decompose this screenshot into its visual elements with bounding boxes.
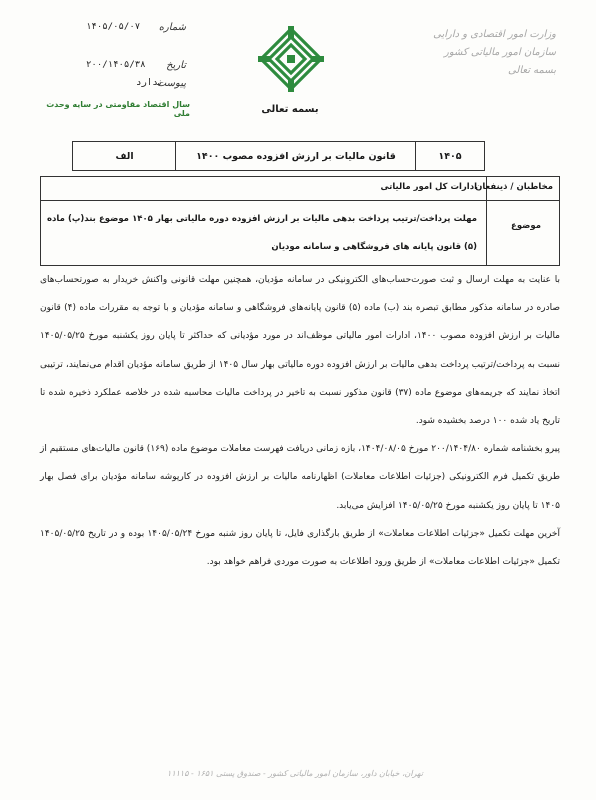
footer-address: تهران، خیابان داور، سازمان امور مالیاتی کشور - صندوق پستی ۱۶۵۱ - ۱۱۱۱۵	[167, 769, 423, 778]
law-title: قانون مالیات بر ارزش افزوده مصوب ۱۴۰۰	[175, 142, 416, 170]
ministry-line: سازمان امور مالیاتی کشور	[444, 47, 556, 58]
attachment-value: ندارد	[136, 78, 164, 88]
subject-label: موضوع	[511, 221, 541, 231]
logo-emblem-icon	[258, 26, 324, 92]
number-row	[40, 22, 210, 38]
date-row	[40, 60, 210, 76]
letter-number-label: شماره	[158, 22, 186, 33]
letter-meta	[40, 22, 210, 102]
circular-year: ۱۴۰۵	[415, 142, 484, 170]
subject-value: مهلت پرداخت/ترتیب پرداخت بدهی مالیات بر ارزش افزوده دوره مالیاتی بهار ۱۴۰۵ موضوع بند(پ) ماده (۵) قانون پایانه های فروشگاهی و سامانه مودیان	[47, 214, 477, 252]
basmala: بسمه تعالی	[261, 104, 319, 115]
addressees-value: ادارات کل امور مالیاتی	[380, 182, 477, 192]
letter-body	[40, 266, 560, 576]
addressees-label: مخاطبان / ذینفعان	[475, 182, 553, 192]
letter-date-label: تاریخ	[166, 60, 186, 71]
letter-date-value: ۲۰۰/۱۴۰۵/۳۸	[86, 60, 146, 70]
attachment-row	[40, 78, 210, 94]
body-paragraph-1: با عنایت به مهلت ارسال و ثبت صورت‌حساب‌های الکترونیکی در سامانه مؤدیان، همچنین مهلت قانونی واکنش خریدار به صورتحساب‌های صادره در سامانه مذکور مطابق تبصره بند (ب) ماده (۵) قانون پایانه‌های فروشگاهی و سامانه مؤدیان و با توجه به مقررات ماده (۴) قانون مالیات بر ارزش افزوده مصوب ۱۴۰۰، ادارات امور مالیاتی موظف‌اند در مورد مؤدیانی که حداکثر تا پایان روز یکشنبه مورخ ۱۴۰۵/۰۵/۲۵ نسبت به پرداخت/ترتیب پرداخت بدهی مالیات بر ارزش افزوده دوره مالیاتی بهار سال ۱۴۰۵ از طریق سامانه مؤدیان اقدام می‌نمایند، ترتیبی اتخاذ نمایند که جریمه‌های موضوع ماده (۳۷) قانون مذکور نسبت به تاخیر در پرداخت مالیات محاسبه شده در خلاصه عملکرد ذخیره شده تا تاریخ یاد شده ۱۰۰ درصد بخشیده شود.	[40, 275, 561, 427]
ministry-line: وزارت امور اقتصادی و دارایی	[433, 29, 556, 40]
attachment-label: پیوست	[156, 78, 186, 89]
body-paragraph-2: پیرو بخشنامه شماره ۲۰۰/۱۴۰۴/۸۰ مورخ ۱۴۰۴/۰۸/۰۵، بازه زمانی دریافت فهرست معاملات موضوع ماده (۱۶۹) قانون مالیات‌های مستقیم از طریق تکمیل فرم الکترونیکی (جزئیات اطلاعات معاملات) اظهارنامه مالیات بر ارزش افزوده در کارپوشه سامانه مؤدیان برای فصل بهار ۱۴۰۵ تا پایان روز یکشنبه مورخ ۱۴۰۵/۰۵/۲۵ افزایش می‌یابد.	[40, 444, 560, 511]
organization-logo	[258, 26, 324, 92]
header-table	[40, 176, 560, 266]
series-letter: الف	[115, 150, 134, 162]
body-paragraph-3: آخرین مهلت تکمیل «جزئیات اطلاعات معاملات» از طریق بارگذاری فایل، تا پایان روز شنبه مورخ ۱۴۰۵/۰۵/۲۴ بوده و در تاریخ ۱۴۰۵/۰۵/۲۵ تکمیل «جزئیات اطلاعات معاملات» از طریق ورود اطلاعات به صورت موردی فراهم خواهد بود.	[40, 528, 560, 568]
title-box	[72, 141, 485, 171]
letter-number-value: ۱۴۰۵/۰۵/۰۷	[86, 22, 141, 32]
ministry-line: بسمه تعالی	[507, 65, 556, 76]
year-slogan: سال اقتصاد مقاومتی در سایه وحدت ملی	[46, 100, 190, 118]
row-divider	[41, 200, 559, 201]
ministry-header	[396, 26, 556, 80]
